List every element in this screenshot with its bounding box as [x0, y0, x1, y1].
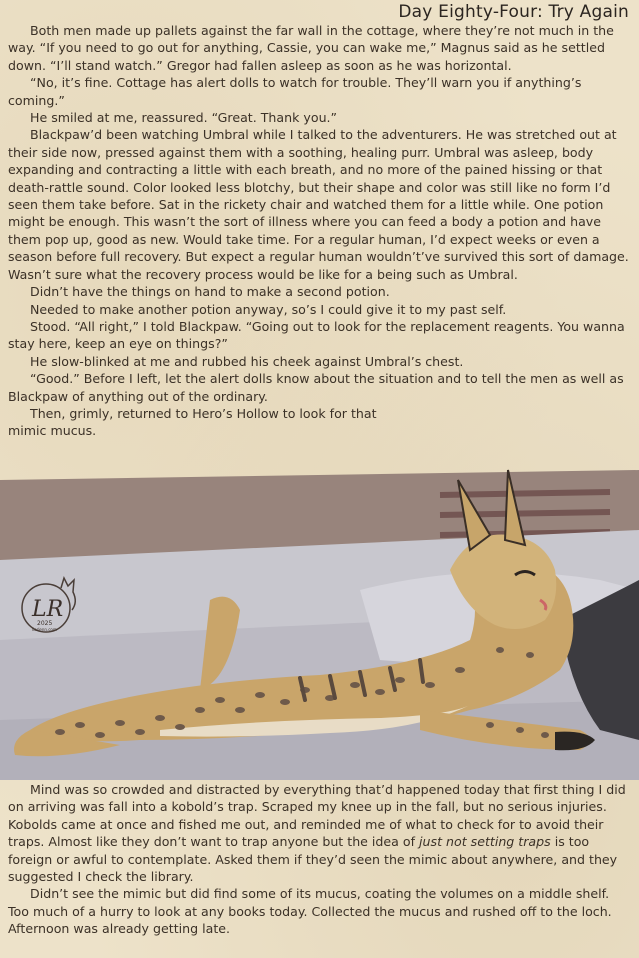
paragraph: He smiled at me, reassured. “Great. Thank you.” — [30, 110, 338, 126]
paragraph: Blackpaw’d been watching Umbral while I talked to the adventurers. He was stretched out at their side now, pressed against them with a soothing, healing purr. Umbral was asleep, body expanding and contracting a little with each breath, and no more of the pained hissing or that death-rattle sound. Color looked less blotchy, but their shape and color was still like no form I’d seen them take before. Sat in the rickety chair and watched them for a little while. One potion might be enough. This wasn’t the sort of illness where you can feed a body a potion and have them pop up, good as new. Would take time. For a regular human, I’d expect weeks or even a season before full recovery. But expect a regular human wouldn’t’ve survived this sort of damage. Wasn’t sure what the recovery process would be like for a being such as Umbral. — [8, 127, 629, 282]
paragraph: Didn’t have the things on hand to make a second potion. — [30, 284, 390, 300]
logo-year: 2025 — [37, 620, 53, 627]
bottom-text-block — [8, 781, 628, 938]
paragraph: “Good.” Before I left, let the alert dolls know about the situation and to tell the men as well as Blackpaw of anything out of the ordinary. — [8, 371, 624, 404]
top-text-block — [8, 22, 632, 440]
logo-monogram: LR — [32, 597, 64, 622]
paragraph: Both men made up pallets against the far wall in the cottage, where they’re not much in the way. “If you need to go out for anything, Cassie, you can wake me,” Magnus said as he settled down. “I’ll stand watch.” Gregor had fallen asleep as soon as he was horizontal. — [8, 23, 614, 73]
paragraph: Didn’t see the mimic but did find some of its mucus, coating the volumes on a middle shelf. Too much of a hurry to look at any books today. Collected the mucus and rushed off to the loch. Afternoon was already getting late. — [8, 886, 612, 937]
signature-logo — [16, 570, 86, 640]
logo-site: liarlenn.com — [32, 627, 57, 632]
paragraph: Then, grimly, returned to Hero’s Hollow to look for that mimic mucus. — [8, 405, 377, 439]
text-span: Mind was so crowded and distracted by everything that’d happened today that first thing I did on arriving was fall into a kobold’s trap. Scraped my knee up in the fall, but no serious injuries. Kobolds came at once and fished me out, and reminded me of what to check for to avoid their traps. Almost like they don’t want to trap anyone but the idea of — [8, 782, 626, 850]
paragraph: Needed to make another potion anyway, so’s I could give it to my past self. — [30, 301, 507, 317]
page-title: Day Eighty-Four: Try Again — [398, 2, 629, 22]
paragraph: He slow-blinked at me and rubbed his cheek against Umbral’s chest. — [30, 353, 464, 369]
paragraph: Stood. “All right,” I told Blackpaw. “Going out to look for the replacement reagents. You wanna stay here, keep an eye on things?” — [8, 318, 625, 352]
paragraph: “No, it’s fine. Cottage has alert dolls to watch for trouble. They’ll warn you if anything’s coming.” — [8, 75, 582, 108]
logo-emblem — [16, 570, 86, 640]
lynx-illustration — [0, 440, 639, 780]
paragraph — [8, 781, 628, 885]
text-span: is too foreign or awful to contemplate. Asked them if they’d seen the mimic about anywhere, and they suggested I check the library. — [8, 834, 618, 885]
emphasis-text: just not setting traps — [419, 834, 551, 850]
